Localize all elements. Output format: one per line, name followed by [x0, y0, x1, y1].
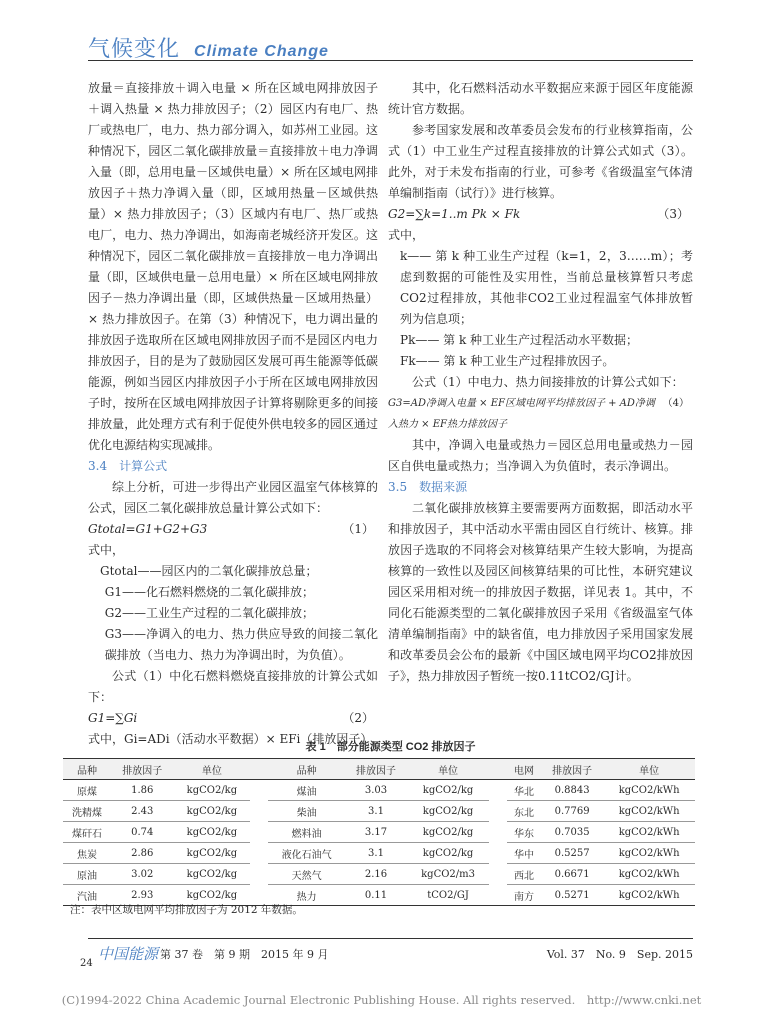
paragraph: 参考国家发展和改革委员会发布的行业核算指南，公式（1）中工业生产过程直接排放的计算公式如式（3）。此外，对于未发布指南的行业，可参考《省级温室气体清单编制指南（试行）》进行核算。 [388, 123, 693, 200]
footer-rule [88, 938, 693, 939]
table-cell: 液化石油气 [268, 843, 344, 864]
column-gap [489, 780, 507, 801]
left-column [88, 78, 378, 750]
table-cell: 华中 [507, 843, 541, 864]
header-rule [88, 60, 693, 61]
column-header: 单位 [407, 759, 489, 780]
table-cell: tCO2/GJ [407, 885, 489, 906]
table-cell: 3.02 [111, 864, 173, 885]
table-cell: 3.1 [345, 801, 407, 822]
paragraph: 式中，Gi=ADi（活动水平数据）× EFi（排放因子） [88, 732, 373, 746]
column-gap [250, 801, 268, 822]
table-row [63, 843, 695, 864]
column-gap [250, 822, 268, 843]
column-header: 品种 [268, 759, 344, 780]
column-gap [489, 759, 507, 780]
table-cell: kgCO2/kg [407, 780, 489, 801]
column-gap [250, 864, 268, 885]
copyright-notice: (C)1994-2022 China Academic Journal Electronic Publishing House. All rights reserved. http://www.cnki.net [61, 993, 702, 1007]
column-gap [250, 759, 268, 780]
issue-info-cn: 第 37 卷 第 9 期 2015 年 9 月 [160, 948, 329, 961]
table-cell: 东北 [507, 801, 541, 822]
formula-1 [88, 519, 378, 540]
table-cell: kgCO2/kWh [603, 801, 695, 822]
table-cell: kgCO2/kWh [603, 864, 695, 885]
table-header-row [63, 759, 695, 780]
formula-expression: G1=∑Gi [88, 711, 138, 725]
paragraph: 其中，化石燃料活动水平数据应来源于园区年度能源统计官方数据。 [388, 81, 693, 116]
table-cell: 2.16 [345, 864, 407, 885]
definition: G3——净调入的电力、热力供应导致的间接二氧化碳排放（当电力、热力为净调出时，为负值）。 [104, 627, 378, 662]
column-header: 单位 [173, 759, 250, 780]
table-cell: 燃料油 [268, 822, 344, 843]
journal-logo: 中国能源 [98, 945, 159, 963]
table-cell: kgCO2/kg [173, 780, 250, 801]
formula-2 [88, 708, 378, 729]
paragraph: 公式（1）中化石燃料燃烧直接排放的计算公式如下： [88, 669, 378, 704]
table-row [63, 780, 695, 801]
section-heading: 3.5 数据来源 [388, 480, 468, 494]
table-cell: 西北 [507, 864, 541, 885]
table-cell: 2.43 [111, 801, 173, 822]
table-cell: 焦炭 [63, 843, 111, 864]
table-cell: 0.74 [111, 822, 173, 843]
table-cell: 2.93 [111, 885, 173, 906]
table-cell: kgCO2/kg [173, 801, 250, 822]
table-cell: 热力 [268, 885, 344, 906]
column-gap [489, 864, 507, 885]
definition: G2——工业生产过程的二氧化碳排放； [104, 606, 315, 620]
column-gap [489, 843, 507, 864]
definition: k—— 第 k 种工业生产过程（k=1，2，3……m）；考虑到数据的可能性及实用性，当前总量核算暂只考虑CO2过程排放，其他非CO2工业过程温室气体排放暂列为信息项； [400, 249, 693, 326]
table-cell: kgCO2/m3 [407, 864, 489, 885]
formula-number: （1） [342, 522, 374, 536]
column-header: 排放因子 [111, 759, 173, 780]
column-gap [489, 801, 507, 822]
table-cell: kgCO2/kg [407, 822, 489, 843]
table-cell: kgCO2/kg [173, 843, 250, 864]
table-cell: 0.7035 [541, 822, 603, 843]
table-note: 注：表中区域电网平均排放因子为 2012 年数据。 [70, 904, 303, 916]
table-cell: 3.1 [345, 843, 407, 864]
table-cell: 0.7769 [541, 801, 603, 822]
table-cell: 0.8843 [541, 780, 603, 801]
table-cell: kgCO2/kg [407, 843, 489, 864]
table-cell: 柴油 [268, 801, 344, 822]
issue-info-en: Vol. 37 No. 9 Sep. 2015 [546, 948, 693, 961]
table-cell: kgCO2/kWh [603, 843, 695, 864]
table-cell: 天然气 [268, 864, 344, 885]
table-cell: kgCO2/kg [407, 801, 489, 822]
emission-factor-table [63, 758, 695, 906]
journal-title-cn: 气候变化 [88, 37, 181, 62]
paragraph: 其中，净调入电量或热力＝园区总用电量或热力－园区自供电量或热力；当净调入为负值时，表示净调出。 [388, 438, 693, 473]
formula-expression: Gtotal=G1+G2+G3 [88, 522, 208, 536]
definition: Fk—— 第 k 种工业生产过程排放因子。 [400, 354, 615, 368]
table-cell: 原煤 [63, 780, 111, 801]
table-cell: 南方 [507, 885, 541, 906]
column-gap [489, 885, 507, 906]
table-cell: 0.5271 [541, 885, 603, 906]
column-header: 品种 [63, 759, 111, 780]
where-label: 式中， [88, 543, 125, 557]
table-row [63, 864, 695, 885]
table-cell: kgCO2/kg [173, 885, 250, 906]
table-cell: kgCO2/kg [173, 864, 250, 885]
formula-number: （2） [342, 711, 374, 725]
table-cell: kgCO2/kWh [603, 822, 695, 843]
column-header: 排放因子 [345, 759, 407, 780]
section-heading: 3.4 计算公式 [88, 459, 168, 473]
table-cell: kgCO2/kg [173, 822, 250, 843]
column-header: 电网 [507, 759, 541, 780]
table-cell: 原油 [63, 864, 111, 885]
table-cell: 华北 [507, 780, 541, 801]
table-row [63, 822, 695, 843]
definition: G1——化石燃料燃烧的二氧化碳排放； [104, 585, 315, 599]
formula-number: （3） [657, 207, 689, 221]
table-cell: 煤矸石 [63, 822, 111, 843]
formula-3 [388, 204, 693, 225]
table-cell: 3.03 [345, 780, 407, 801]
column-gap [489, 822, 507, 843]
formula-expression: G2=∑k=1..m Pk × Fk [388, 207, 521, 221]
table-cell: 汽油 [63, 885, 111, 906]
table-cell: 洗精煤 [63, 801, 111, 822]
column-gap [250, 843, 268, 864]
formula-4 [388, 393, 693, 435]
table-cell: 0.5257 [541, 843, 603, 864]
journal-title-en: Climate Change [194, 43, 329, 60]
table-cell: 2.86 [111, 843, 173, 864]
page-number: 24 [80, 958, 93, 969]
table-cell: kgCO2/kWh [603, 780, 695, 801]
where-label: 式中， [388, 228, 425, 242]
table-cell: 华东 [507, 822, 541, 843]
right-column [388, 78, 693, 687]
column-gap [250, 780, 268, 801]
table-cell: 煤油 [268, 780, 344, 801]
table-cell: kgCO2/kWh [603, 885, 695, 906]
table-cell: 3.17 [345, 822, 407, 843]
column-header: 排放因子 [541, 759, 603, 780]
paragraph: 二氧化碳排放核算主要需要两方面数据，即活动水平和排放因子，其中活动水平需由园区自行统计、核算。排放因子选取的不同将会对核算结果产生较大影响，为提高核算的一致性以及园区间核算结果的可比性，本研究建议园区采用相对统一的排放因子数据，详见表 1。其中，不同化石能源类型的二氧化碳排放因子采用《省级温室气体清单编制指南》中的缺省值，电力排放因子采用国家发展和改革委员会公布的最新《中国区域电网平均CO2排放因子》，热力排放因子暂统一按0.11tCO2/GJ计。 [388, 501, 693, 683]
paragraph: 放量＝直接排放＋调入电量 × 所在区域电网排放因子＋调入热量 × 热力排放因子；（2）园区内有电厂、热厂或热电厂，电力、热力部分调入，如苏州工业园。这种情况下，园区二氧化碳排放量＝直接排放＋电力净调入量（即，总用电量－区域供电量）× 所在区域电网排放因子＋热力净调入量（即，区域用热量－区域供热量）× 热力排放因子；（3）区域内有电厂、热厂或热电厂，电力、热力净调出，如海南老城经济开发区。这种情况下，园区二氧化碳排放＝直接排放－电力净调出量（即，区域供电量－总用电量）× 所在区域电网排放因子－热力净调出量（即，区域供热量－区域用热量）× 热力排放因子。在第（3）种情况下，电力调出量的排放因子选取所在区域电网排放因子而不是园区内电力排放因子，目的是为了鼓励园区发展可再生能源等低碳能源，例如当园区内排放因子小于所在区域电网排放因子时，按所在区域电网排放因子计算将剔除更多的间接排放量，此处理方式有利于促使外供电较多的园区通过优化电源结构实现减排。 [88, 81, 378, 452]
table-row [63, 801, 695, 822]
definition: Gtotal——园区内的二氧化碳排放总量； [100, 564, 318, 578]
formula-expression: G3=AD净调入电量 × EF区域电网平均排放因子 + AD净调入热力 × EF热力排放因子 [388, 398, 655, 430]
table-cell: 1.86 [111, 780, 173, 801]
table-cell: 0.11 [345, 885, 407, 906]
column-header: 单位 [603, 759, 695, 780]
table-cell: 0.6671 [541, 864, 603, 885]
formula-number: （4） [662, 398, 689, 409]
definition: Pk—— 第 k 种工业生产过程活动水平数据； [400, 333, 639, 347]
paragraph: 综上分析，可进一步得出产业园区温室气体核算的公式，园区二氧化碳排放总量计算公式如下： [88, 480, 378, 515]
journal-header [88, 32, 329, 63]
paragraph: 公式（1）中电力、热力间接排放的计算公式如下： [412, 375, 684, 389]
table-title: 表 1 部分能源类型 CO2 排放因子 [305, 741, 476, 753]
